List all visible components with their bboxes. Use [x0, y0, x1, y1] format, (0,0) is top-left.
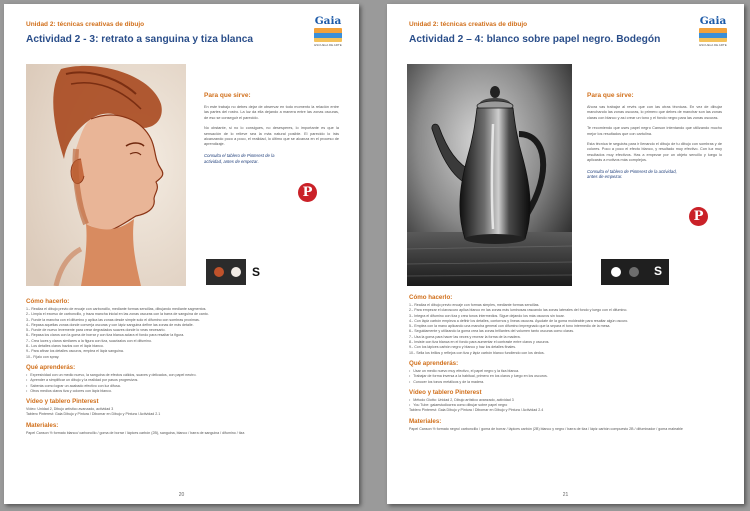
video-heading: Vídeo y tablero Pinterest [26, 398, 99, 406]
learning-item: • Usar un medio nuevo muy efectivo, el papel negro y la tiza blanca. [409, 369, 727, 374]
materiales-text: Papel Canson ½ formato blanco/ carboncillo / goma de borrar / lápices carbón (2B), sanguina, blanco / barra de sanguina / difumino / tiza [26, 430, 245, 435]
pinterest-note: Consulta el tablero de Pinterest de la actividad, antes de empezar. [587, 168, 677, 180]
step: 9.- Con los lápices carbón negro y blanco y haz los detalles finales. [409, 345, 517, 350]
step: 10.- Sella los brillos y reflejos con tiza y lápiz carbón blanco fundiendo con los dedos. [409, 350, 545, 355]
logo-text: Gaia [699, 15, 727, 27]
que-aprendera-heading: Qué aprenderás: [26, 363, 76, 371]
pinterest-icon[interactable]: P [689, 207, 708, 226]
pinterest-line: Tablero Pinterest: Gaia Dibujo y Pintura / Dibomar en Dibujo y Pintura / Actividad 2.1 [26, 412, 161, 417]
step: 7.- Crea luces y claros similares a la figura con tiza, suavizalos con el difumino. [26, 338, 153, 343]
para-que-sirve-section [204, 92, 339, 164]
teapot-drawing [407, 64, 572, 286]
logo-subtext: ESCUELA DE ARTE [699, 43, 727, 47]
step: 7.- Usa la goma para hacer las veces y recrear la forma de la madera. [409, 334, 521, 339]
page-20 [4, 4, 359, 504]
para-que-sirve-heading: Para que sirve: [587, 92, 634, 99]
teapot-still-life-image [407, 64, 572, 286]
pinterest-icon[interactable]: P [298, 183, 317, 202]
learning-item: • Trabajar de forma inversa a la habitual, primero en los claros y luego en los oscuros. [409, 374, 727, 379]
logo-subtext: ESCUELA DE ARTE [314, 43, 342, 47]
video-heading: Vídeo y tablero Pinterest [409, 388, 482, 396]
learning-item: • Saberás como lograr un acabado efectivo con luz difusa. [26, 384, 344, 389]
white-color-dot [231, 267, 241, 277]
step: 1.- Realiza el dibujo previo encaje con formas simples, mediante formas sencillas. [409, 303, 540, 307]
step: 8.- Insiste con tiza blanca en el fondo para aumentar el contraste entre claros y oscuros. [409, 340, 550, 345]
step: 1.- Realiza el dibujo previo de encaje con carboncillo, mediante formas sencillas, dibujando mediante sagmentos. [26, 307, 207, 311]
learning-item: • Aprender a simplificar un dibujo y la realidad por pasos progresivos. [26, 378, 344, 383]
para-que-sirve-text-1: Ahora vas trabajar al revés que con las otras técnicas. En vez de dibujar manchando las zonas oscuras, lo primero que debes de manchar son las zonas claras con blanco y así crear un tono y el fondo negro para las zonas oscuras. [587, 105, 722, 120]
color-swatch [206, 259, 266, 285]
page-number: 20 [178, 492, 185, 498]
para-que-sirve-section [587, 92, 722, 180]
que-aprendera-heading: Qué aprenderás: [409, 359, 459, 367]
swatch-label: S [653, 264, 662, 278]
pinterest-note: Consulta el tablero de Pinterest de la actividad, antes de empezar. [204, 152, 275, 164]
logo-image-icon [699, 28, 727, 42]
step: 9.- Para afinar los detalles oscuros, emplea el lápiz sanguina. [26, 349, 124, 354]
step: 6.- Seguidamente y utilizando la goma crea las zonas brillantes del volumen tanto oscuras como claras. [409, 329, 575, 334]
como-hacerlo-section [26, 294, 344, 436]
unit-heading: Unidad 2: técnicas creativas de dibujo [409, 21, 528, 28]
materiales-text: Papel Canson ½ formato negro/ carboncillo / goma de borrar / lápices carbón (2B) blanco y negro / barra de tiza / lápiz carbón compuesto 2B / difuminador / goma maleable [409, 426, 683, 431]
step: 10.- Fíjalo con spray. [26, 354, 60, 359]
video-line: Vídeo: Unidad 2, Dibujo artístico avanzado, actividad 3 [26, 407, 114, 412]
swatch-label: S [246, 259, 266, 285]
materiales-heading: Materiales: [409, 417, 442, 425]
step: 4.- Repasa aquellas zonas donde converja oscuras y con lápiz sanguina define las zonas de más detalle. [26, 322, 194, 327]
learning-item: • Expresividad con un medio nuevo, la sanguina de efectos cálidos, suaves y delicados, con papel neutro. [26, 373, 344, 378]
page-number: 21 [562, 492, 569, 498]
logo-image-icon [314, 28, 342, 42]
learning-item: • Otros medios claros tiza y colores con lápiz blanco. [26, 389, 344, 394]
step: 4.- Con lápiz carbón empieza a definir los detalles, contornos y líneas oscuras. Ayudate de la goma moldeable para resaltar algún oscuro. [409, 318, 629, 323]
gray-color-dot [629, 267, 639, 277]
portrait-drawing [26, 64, 186, 286]
step: 6.- Repasa los claros con la goma de borrar y con tiza blanca aclara el fondo para resaltar la figura. [26, 333, 185, 338]
logo-text: Gaia [314, 15, 342, 27]
learning-item: • Conocer los tonos metálicos y de la madera. [409, 380, 727, 385]
step: 8.- Los detalles claros hazlos con el lápiz blanco. [26, 344, 104, 349]
step: 3.- Funde la mancha con el difumino y aplica las zonas desde simple solo el difumino con sombras proximas. [26, 317, 200, 322]
gaia-logo [696, 16, 730, 52]
sanguine-color-dot [214, 267, 224, 277]
pinterest-line: Tablero Pinterest: Gaia Dibujo y Pintura / Dibomar en Dibujo y Pintura / Actividad 2.4 [409, 408, 544, 413]
step: 3.- Integra el difumino con tiza y crea tonos intermedios. Sigue dejando los más oscuros sin tocar. [409, 313, 565, 318]
youtube-line: • You Tube: gaiaestudiocrea como dibujar sobre papel negro [409, 403, 727, 408]
como-hacerlo-section [409, 290, 727, 432]
para-que-sirve-text-3: Esta técnica te seguirás para ir llenando el dibujo de tu dibujo con sombras y de colores. Poco a poco el efecto blanco, y resultado muy efectivo. Con luz muy resultados muy efectivos. Has a empezar por un objeto sencillo y luego lo aplicarás a motivos más complejos. [587, 142, 722, 163]
step: 5.- Funde de nuevo levemente para crear degradados suaves donde lo veas necesario. [26, 328, 166, 333]
materiales-heading: Materiales: [26, 421, 59, 429]
para-que-sirve-text-1: En este trabajo no debes dejar de observar en todo momento la relación entre las partes del rostro. La luz da ella dejando a manera entre las zonas oscuras, de eso se conseguir el parecido. [204, 105, 339, 120]
unit-heading: Unidad 2: técnicas creativas de dibujo [26, 21, 145, 28]
step: 2.- Para empezar el claroscuro aplica blanco en las zonas más luminosas rascando las zonas laterales del fondo y luego con el difumino. [409, 308, 628, 313]
activity-title: Actividad 2 - 3: retrato a sanguina y tiza blanca [26, 34, 254, 45]
para-que-sirve-heading: Para que sirve: [204, 92, 251, 99]
sanguine-portrait-image [26, 64, 186, 286]
activity-title: Actividad 2 – 4: blanco sobre papel negro. Bodegón [409, 34, 661, 45]
para-que-sirve-text-2: Te recomiendo que uses papel negro Canson intentando que utilizando mucho mejor los resultados que con cartulina. [587, 126, 722, 136]
page-21 [387, 4, 744, 504]
step: 2.- Limpia el exceso de carboncillo, y traza mancha inicial en las zonas oscuras con la barra de sanguina de canto. [26, 312, 209, 317]
color-swatch [601, 259, 669, 285]
como-hacerlo-heading: Cómo hacerlo: [409, 294, 453, 301]
gaia-logo [311, 16, 345, 52]
video-line: • Método Giotto: Unidad 2, Dibujo artístico avanzado, actividad 3 [409, 398, 727, 403]
step: 5.- Emplea con la mano aplicando una mancha general con difumino impregnado que la separa el tono intermedio de la mesa. [409, 324, 611, 329]
white-color-dot [611, 267, 621, 277]
como-hacerlo-heading: Cómo hacerlo: [26, 298, 70, 305]
para-que-sirve-text-2: No obstante, si no lo consigues, no desesperes, lo importante es que la sensación de lo relieve sea la más natural posible. El parecido lo irás alcanzando poco a poco, el realidad, lo último que se alcanza en el proceso de aprendizaje. [204, 126, 339, 147]
